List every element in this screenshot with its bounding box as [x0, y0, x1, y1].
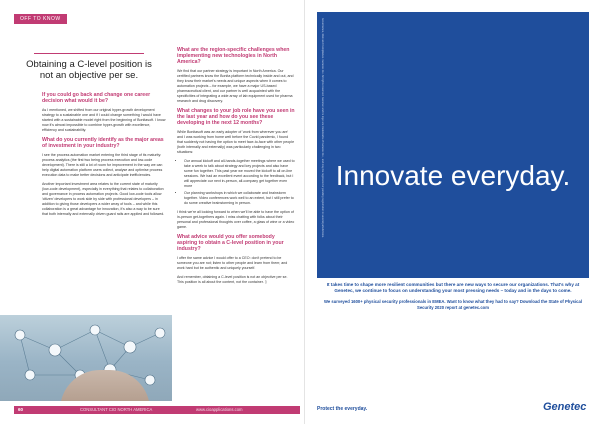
paragraph: I think we're all looking forward to when we'll be able to have the option of in-person get-togethers again. I miss chatting with folks about their personal and professional thoughts over coffee, a glass of wine or a video game. [177, 210, 295, 229]
article-column-1 [42, 92, 166, 221]
paragraph: I see the process automation market entering the third stage of its maturity: process analytics (the first two being process execution and low-code development). There is still a lot of room for improvement in the way we can help digital automation platform users collect, analyse and optimise process execution data to make better decisions and anticipate inefficiencies. [42, 153, 163, 177]
ad-body-text: It takes time to shape more resilient communities but there are new ways to secure our organizations. That's why at Genetec, we continue to focus on understanding your most pressing needs – today and in the days to come. [326, 282, 580, 293]
bullet-list [177, 159, 295, 206]
fine-print [320, 18, 324, 268]
bullet-item: • Our planning workshops in which we collaborate and brainstorm together. Video conferences work well to an extent, but I still prefer to do some creative brainstorming in person. [184, 191, 295, 206]
paragraph: Another important investment area relates to the current state of maturity (low-code development), especially in everything that relates to collaboration and governance in process automation projects. Good low-code tools allow 'citizen' developers to work side by side with professional developers – in addition to giving those developers a wider array of tools – and while this collaboration is a great advantage for innovation, it's also a way to be sure that both internally and externally driven guard rails are applied and followed. [42, 182, 165, 216]
network-hand-photo [0, 315, 172, 401]
article-column-2 [177, 47, 295, 289]
website-link[interactable]: www.cioapplications.com [196, 407, 243, 412]
bullet-item: • Our annual kickoff and all-hands-together meetings where we used to take a week to talk about strategy and key projects and also have some fun together. This past year we moved the kickoff to all on-line sessions. We had an excellent event according to the feedback, but I will appreciate our next in-person, all-company get together even more [184, 159, 295, 189]
ad-tagline: Protect the everyday. [317, 406, 368, 412]
fine-print-text: Governance, Risk and Compliance. Genetec Inc. All rights reserved. Genetec and its logo are trademarks of Genetec Inc., and may be registered or pending registration in several jurisdictions. [321, 18, 324, 238]
question-heading: If you could go back and change one career decision what would it be? [42, 92, 151, 104]
pull-quote-text: Obtaining a C-level position is not an objective per se. [26, 59, 152, 81]
paragraph: We find that our partner strategy is important in North America. Our certified partners know the Bonita platform technically inside and out, and they know their market's needs and unique aspects when it comes to automation projects – for example, we have a major US-based pharmaceutical client, and our partner is well acquainted with the specificities of integrating a wide array of lab equipment used for pharma research and drug discovery. [177, 69, 294, 103]
pull-quote [24, 53, 154, 81]
genetec-logo: Genetec [543, 401, 587, 413]
page-footer [0, 403, 305, 424]
ad-report-text: We surveyed 1600+ physical security professionals in EMEA. Want to know what they had to say? Download the State of Physical Security 2020 report at genetec.com [324, 299, 582, 310]
ad-blue-panel [317, 12, 589, 278]
ad-headline: Innovate everyday. [335, 160, 571, 191]
advertisement-page [305, 0, 600, 424]
footer-bar [14, 406, 300, 414]
pull-quote-rule [34, 53, 144, 54]
question-heading: What do you currently identify as the major areas of investment in your industry? [42, 137, 164, 149]
section-tag: OFF TO KNOW [14, 14, 67, 24]
publication-name: CONSULTANT CIO NORTH AMERICA [80, 407, 153, 412]
question-heading: What advice would you offer somebody aspiring to obtain a C-level position in your industry? [177, 234, 284, 252]
paragraph: And remember, obtaining a C-level position is not an objective per se. This position is all about the content, not the container. ▯ [177, 275, 288, 284]
paragraph: I offer the same advice I would offer to a CEO: don't pretend to be someone you are not; listen to other people and learn from them; and work hard but be authentic and uniquely yourself. [177, 256, 288, 270]
paragraph: While Bonitasoft was an early adopter of 'work from wherever you are' and I was working from home well before the Covid pandemic, I found that suddenly not having the option to meet face-to-face with other people (both internally and externally) was particularly challenging in two situations: [177, 130, 295, 154]
question-heading: What are the region-specific challenges when implementing new technologies in North America? [177, 47, 290, 65]
question-heading: What changes to your job role have you seen in the last year and how do you see these developing in the next 12 months? [177, 108, 295, 126]
paragraph: As I mentioned, we shifted from our original hyper-growth development strategy to a sustainable one and if I could change something I would have started with a sustainable model right from the beginning of Bonitasoft. I know now it's almost impossible to combine hyper-growth with excellence, efficiency and sustainability. [42, 108, 166, 132]
page-number: 60 [18, 407, 24, 412]
